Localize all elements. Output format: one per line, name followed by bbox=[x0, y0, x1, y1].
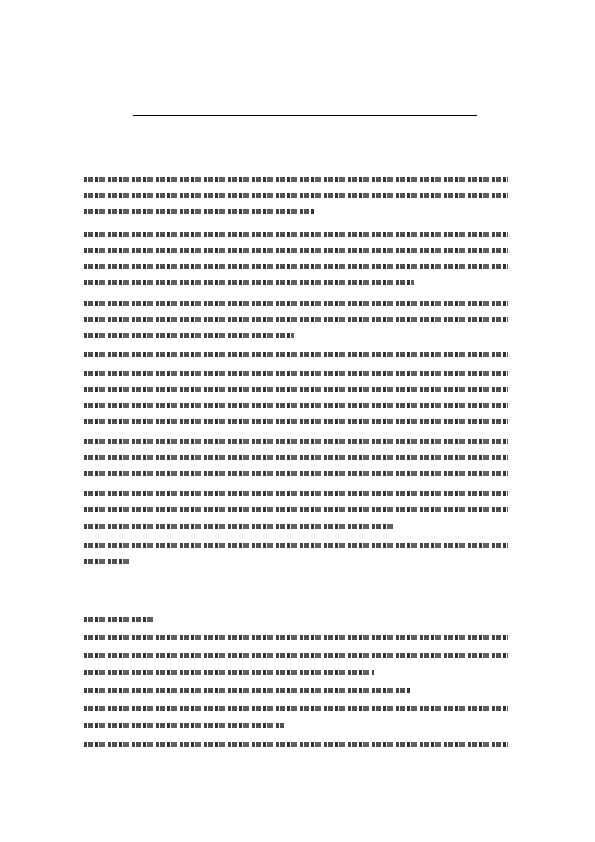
body-line bbox=[84, 488, 508, 498]
title-underline bbox=[133, 115, 477, 116]
section-heading-2 bbox=[84, 594, 174, 608]
body-line bbox=[84, 368, 508, 378]
document-title-block bbox=[133, 102, 477, 116]
document-title bbox=[133, 102, 477, 116]
body-line bbox=[84, 174, 508, 184]
body-line bbox=[84, 384, 508, 394]
body-line bbox=[84, 720, 284, 730]
body-line bbox=[84, 261, 508, 271]
section-heading-1 bbox=[84, 148, 174, 162]
body-line bbox=[84, 650, 508, 660]
body-line bbox=[84, 245, 508, 255]
body-line bbox=[84, 540, 508, 550]
body-line bbox=[84, 314, 508, 324]
body-line bbox=[84, 632, 508, 642]
body-line bbox=[84, 521, 394, 531]
body-line bbox=[84, 416, 508, 426]
body-line bbox=[84, 229, 508, 239]
body-line bbox=[84, 400, 508, 410]
body-line bbox=[84, 504, 508, 514]
body-line bbox=[84, 452, 508, 462]
body-line bbox=[84, 468, 508, 478]
body-line bbox=[84, 685, 410, 695]
body-line bbox=[84, 277, 414, 287]
body-line bbox=[84, 436, 508, 446]
body-line bbox=[84, 703, 508, 713]
subheading-line bbox=[84, 614, 156, 624]
body-line bbox=[84, 349, 508, 359]
body-line bbox=[84, 330, 294, 340]
body-line bbox=[84, 739, 508, 749]
body-line bbox=[84, 667, 374, 677]
body-line bbox=[84, 298, 508, 308]
body-line bbox=[84, 206, 314, 216]
body-line bbox=[84, 556, 130, 566]
body-line bbox=[84, 190, 508, 200]
